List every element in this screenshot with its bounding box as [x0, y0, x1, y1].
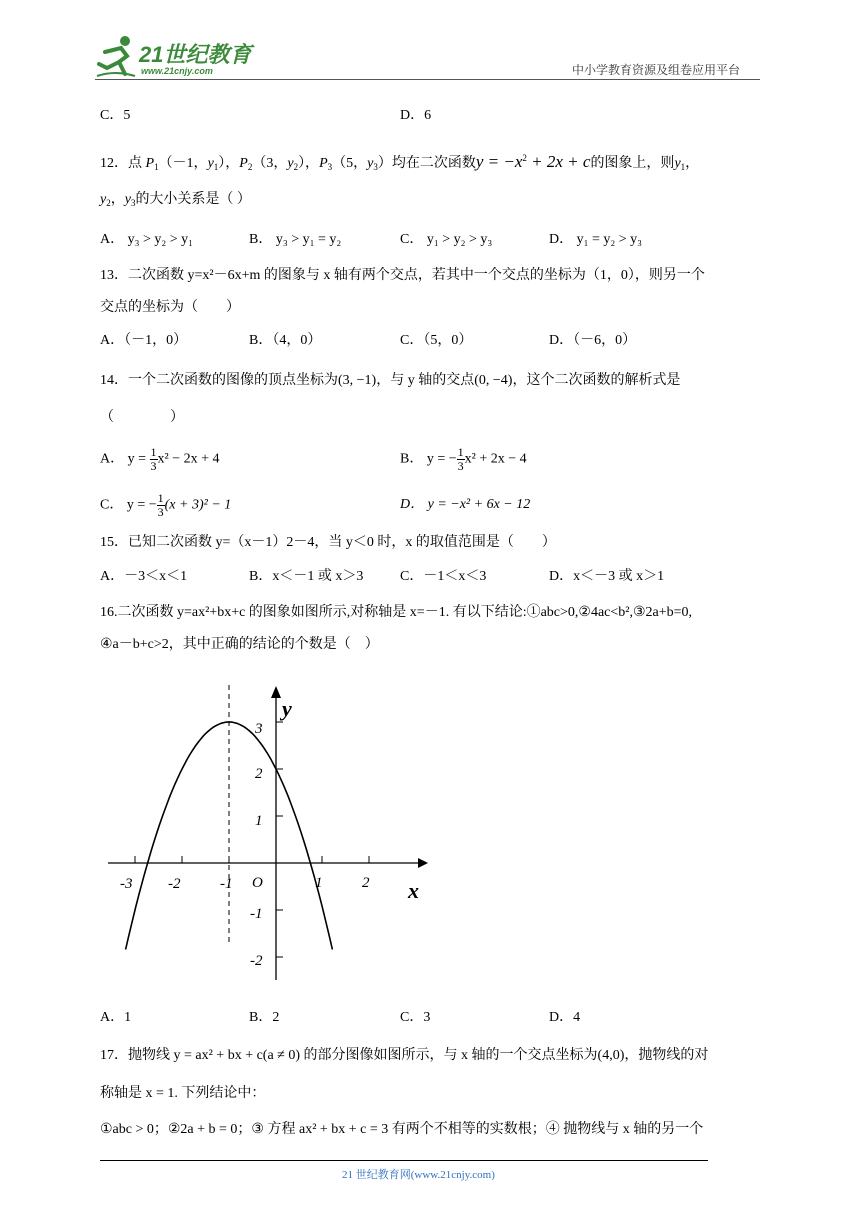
- q11-option-c: C．5: [100, 108, 131, 123]
- q12-option-d: D． y₁ = y₂ > y₃: [549, 232, 643, 247]
- x-tick-label-2: 2: [362, 875, 370, 891]
- x-tick-label-neg2: -2: [168, 876, 181, 892]
- q13-line2: 交点的坐标为（ ）: [100, 300, 240, 315]
- q17-line3: ①abc > 0；②2a + b = 0；③ 方程 ax² + bx + c = 3 有两个不相等的实数根；④ 抛物线与 x 轴的另一个: [100, 1122, 704, 1137]
- parabola-curve: [126, 722, 333, 950]
- q14-option-b: B． y = − $\frac{1}{3}$ x² + 2x − 4: [400, 445, 527, 473]
- q14-line2: （ ）: [100, 410, 184, 425]
- y-tick-label-1: 1: [255, 813, 263, 829]
- q14-line1: 14．一个二次函数的图像的顶点坐标为(3, −1)，与 y 轴的交点(0, −4)，这个二次函数的解析式是: [100, 373, 681, 388]
- y-ticks: [276, 722, 283, 957]
- q12-line1: 12．点 $P_1(-1$，$y_1$），$P_2(3$，$y_2$），$P_3(5$，$y_3$）均在二次函数$y = -x^2 + 2x + c$的图象上，则$y_1$，: [100, 152, 700, 172]
- footer-text: 21 世纪教育网(www.21cnjy.com): [342, 1169, 495, 1181]
- y-tick-label-2: 2: [255, 766, 263, 782]
- runner-logo-icon: [95, 34, 137, 78]
- origin-label: O: [252, 875, 263, 891]
- q16-option-a: A．1: [100, 1010, 132, 1025]
- q12-line2: $y_2$，$y_3$的大小关系是（ ）: [100, 192, 251, 208]
- header-rule: [95, 79, 760, 80]
- y-axis-label: y: [282, 696, 292, 721]
- q16-line2: ④a－b+c>2，其中正确的结论的个数是（ ）: [100, 637, 379, 652]
- x-tick-label-neg3: -3: [120, 876, 133, 892]
- q15-option-a: A．－3＜x＜1: [100, 569, 188, 584]
- x-axis-arrow-icon: [418, 858, 428, 868]
- q13-line1: 13．二次函数 y=x²－6x+m 的图象与 x 轴有两个交点，若其中一个交点的坐标为（1，0），则另一个: [100, 268, 705, 283]
- q12-option-c: C． y₁ > y₂ > y₃: [400, 232, 493, 247]
- q15-option-b: B．x＜－1 或 x＞3: [249, 569, 364, 584]
- logo: [95, 34, 255, 80]
- q13-option-d: D．（－6，0）: [549, 333, 637, 348]
- y-axis-arrow-icon: [271, 686, 281, 698]
- x-axis-label: x: [408, 878, 419, 903]
- q15-option-c: C．－1＜x＜3: [400, 569, 487, 584]
- q16-line1: 16.二次函数 y=ax²+bx+c 的图象如图所示,对称轴是 x=－1. 有以下结论:①abc>0,②4ac<b²,③2a+b=0,: [100, 605, 693, 620]
- q13-option-c: C．（5，0）: [400, 333, 473, 348]
- q13-option-a: A．（－1，0）: [100, 333, 188, 348]
- x-ticks: [135, 856, 369, 863]
- q16-option-c: C．3: [400, 1010, 431, 1025]
- q13-option-b: B．（4，0）: [249, 333, 322, 348]
- q16-option-b: B．2: [249, 1010, 280, 1025]
- footer-rule: [100, 1160, 708, 1161]
- logo-url-text: www.21cnjy.com: [141, 66, 213, 76]
- q11-option-d: D．6: [400, 108, 432, 123]
- q12-option-a: A． y₃ > y₂ > y₁: [100, 232, 194, 247]
- q15-line1: 15．已知二次函数 y=（x－1）2－4，当 y＜0 时，x 的取值范围是（ ）: [100, 535, 556, 550]
- q14-option-c: C． y = − $\frac{1}{3}$ (x + 3)² − 1: [100, 491, 232, 519]
- y-tick-label-neg2: -2: [250, 953, 263, 969]
- logo-main-text: 21世纪教育: [139, 42, 252, 67]
- q17-line2: 称轴是 x = 1. 下列结论中：: [100, 1086, 266, 1101]
- x-tick-label-1: 1: [315, 875, 323, 891]
- q12-option-b: B． y₃ > y₁ = y₂: [249, 232, 342, 247]
- y-tick-label-3: 3: [255, 721, 263, 737]
- x-tick-label-neg1: -1: [220, 876, 233, 892]
- q14-option-d: D． y = −x² + 6x − 12: [400, 497, 531, 512]
- q14-option-a: A． y = $\frac{1}{3}$ x² − 2x + 4: [100, 445, 220, 473]
- q16-option-d: D．4: [549, 1010, 581, 1025]
- q17-line1: 17．抛物线 y = ax² + bx + c(a ≠ 0) 的部分图像如图所示，与 x 轴的一个交点坐标为(4,0)，抛物线的对: [100, 1048, 709, 1063]
- y-tick-label-neg1: -1: [250, 906, 263, 922]
- q15-option-d: D．x＜－3 或 x＞1: [549, 569, 665, 584]
- q16-parabola-graph: [100, 680, 440, 990]
- header-right-text: 中小学教育资源及组卷应用平台: [572, 63, 741, 77]
